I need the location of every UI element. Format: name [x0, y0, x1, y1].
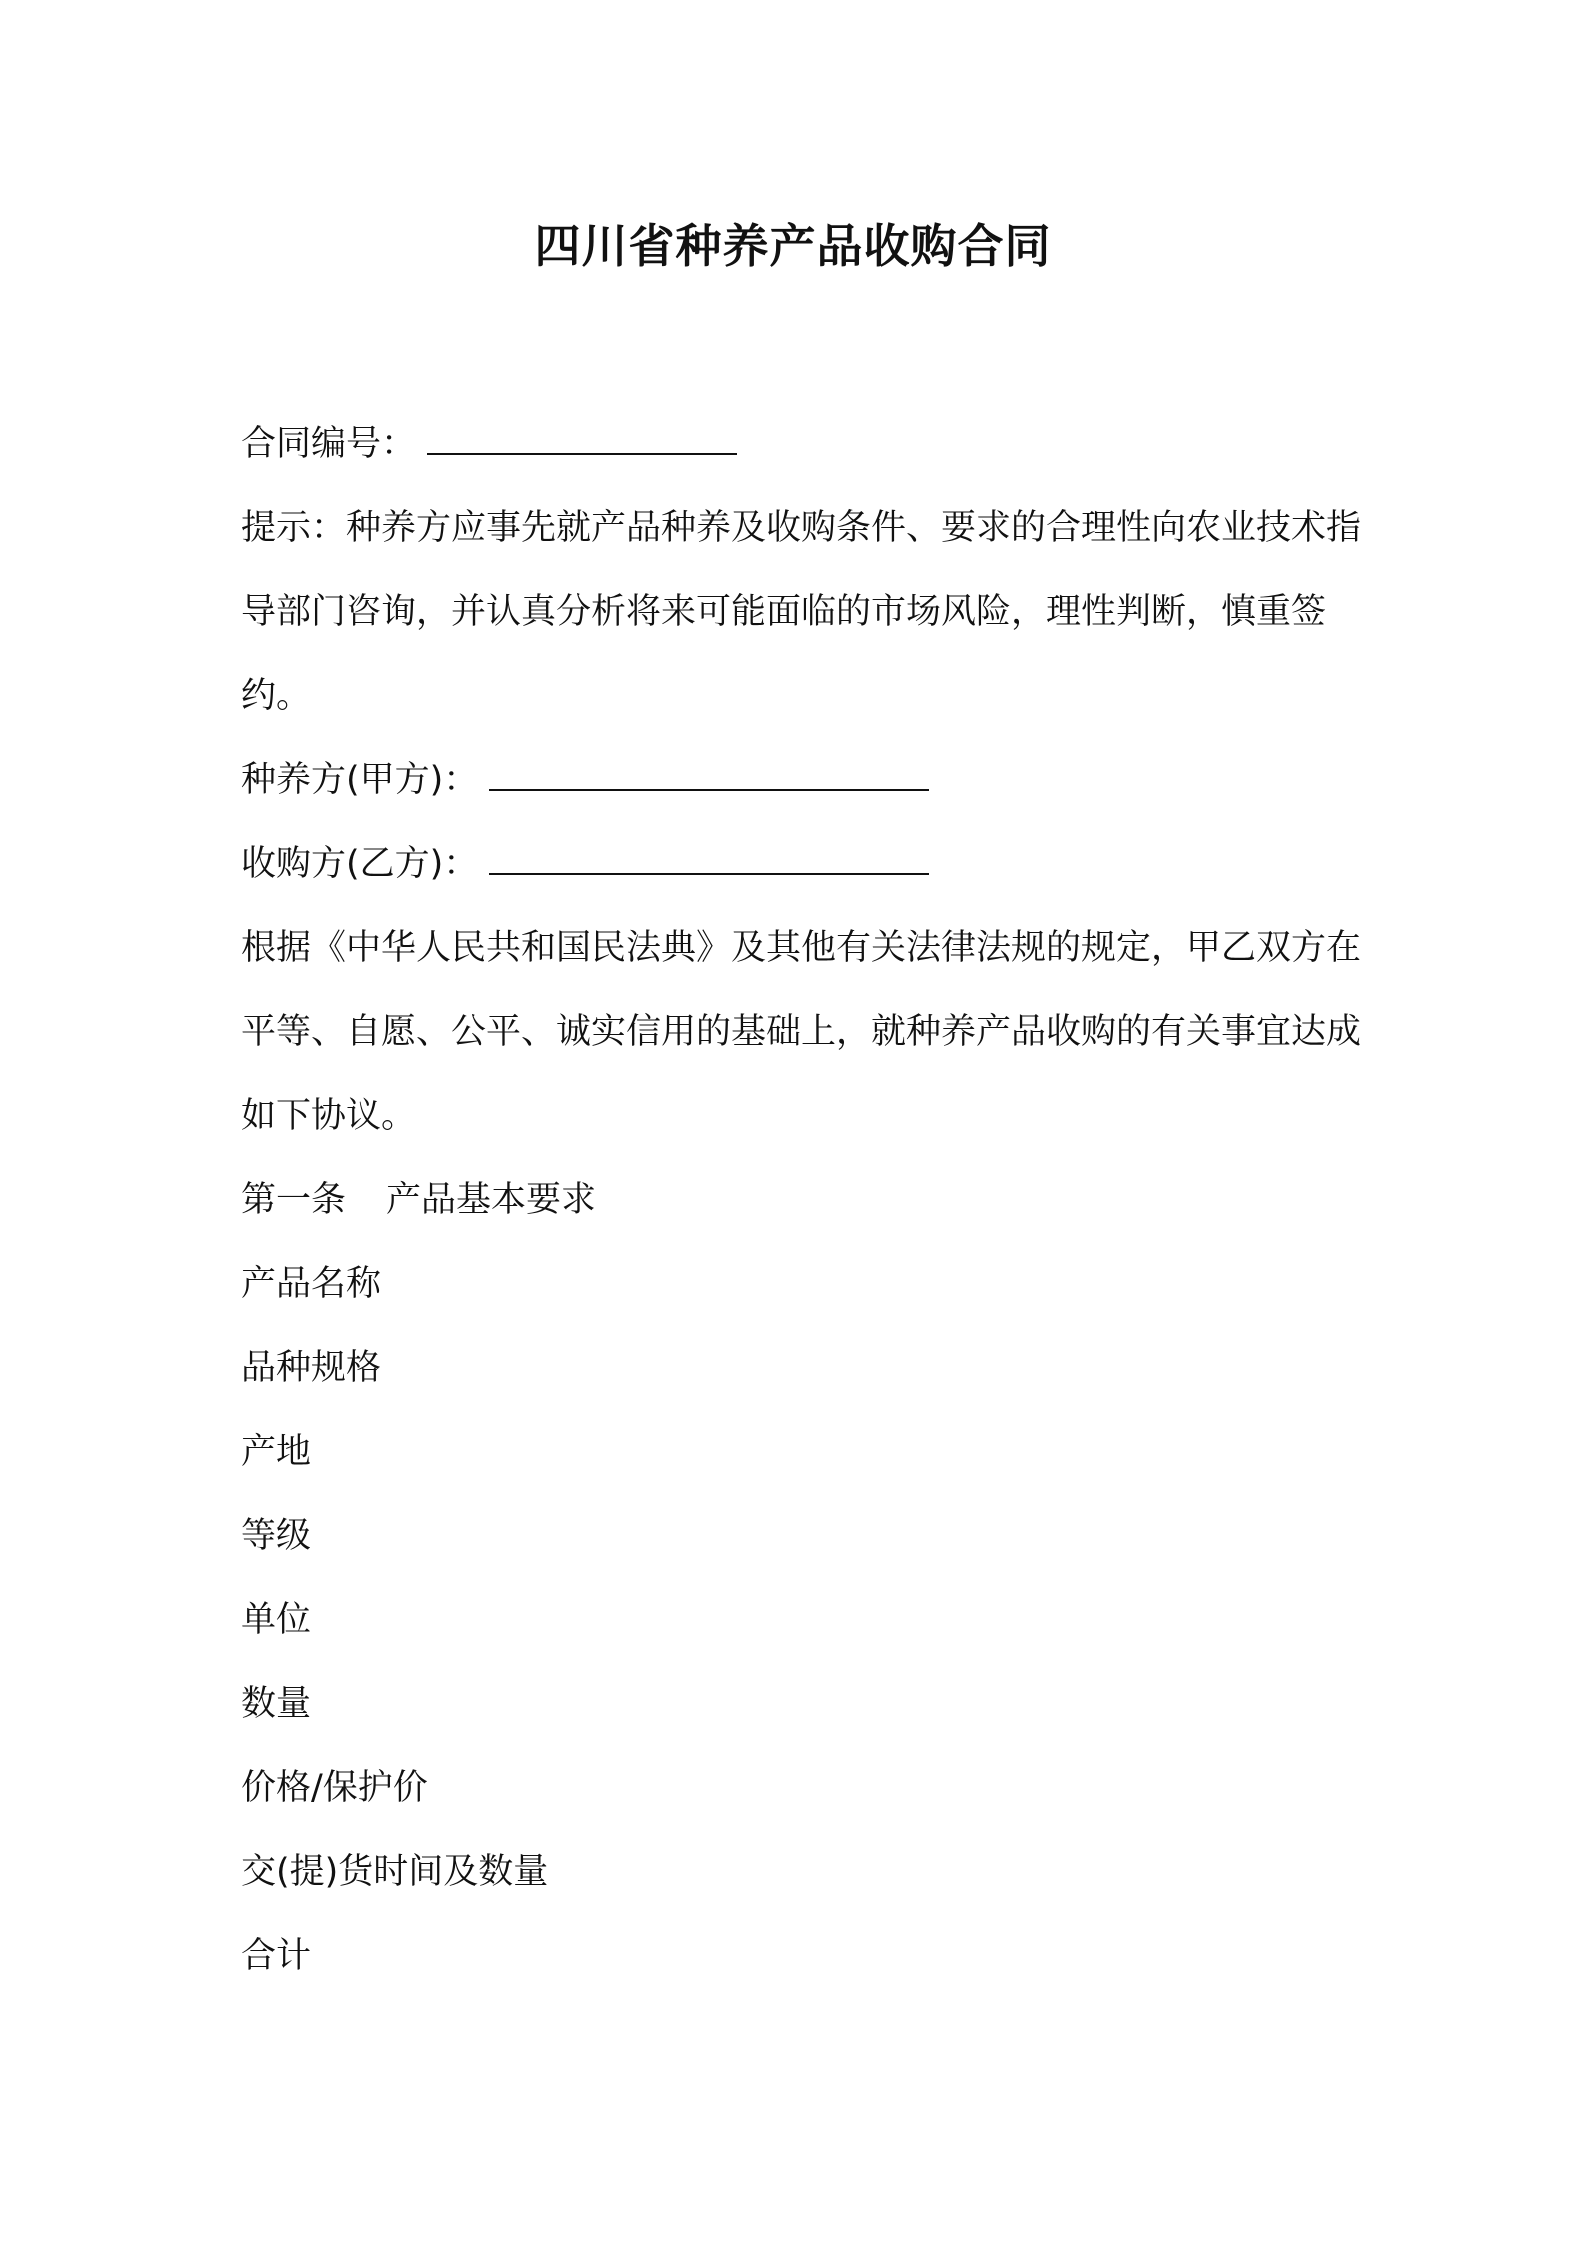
document-body: [241, 402, 1361, 1998]
notice-paragraph: 提示：种养方应事先就产品种养及收购条件、要求的合理性向农业技术指导部门咨询，并认真分析将来可能面临的市场风险，理性判断，慎重签约。: [241, 508, 1362, 716]
field-price: 价格/保护价: [241, 1768, 428, 1808]
contract-number-label: 合同编号：: [241, 424, 417, 464]
field-product-name: 产品名称: [241, 1264, 382, 1304]
party-a-blank[interactable]: [489, 755, 929, 791]
party-b-label: 收购方(乙方)：: [241, 844, 479, 884]
document-title: 四川省种养产品收购合同: [534, 219, 1052, 273]
article-1-heading: 产品基本要求: [386, 1180, 597, 1220]
article-1-title: [241, 1158, 1361, 1242]
field-quantity: 数量: [241, 1684, 312, 1724]
party-b-line: [241, 822, 1361, 906]
field-origin: 产地: [241, 1432, 312, 1472]
contract-number-blank[interactable]: [427, 419, 737, 455]
party-a-label: 种养方(甲方)：: [241, 760, 479, 800]
party-a-line: [241, 738, 1361, 822]
contract-number-line: [241, 402, 1361, 486]
field-unit: 单位: [241, 1600, 312, 1640]
party-b-blank[interactable]: [489, 839, 929, 875]
field-grade: 等级: [241, 1516, 312, 1556]
article-1-number: 第一条: [241, 1180, 347, 1220]
preamble-paragraph: 根据《中华人民共和国民法典》及其他有关法律法规的规定，甲乙双方在平等、自愿、公平、诚实信用的基础上，就种养产品收购的有关事宜达成如下协议。: [241, 928, 1362, 1136]
field-delivery-time: 交(提)货时间及数量: [241, 1852, 549, 1892]
field-total: 合计: [241, 1936, 312, 1976]
field-variety-spec: 品种规格: [241, 1348, 382, 1388]
